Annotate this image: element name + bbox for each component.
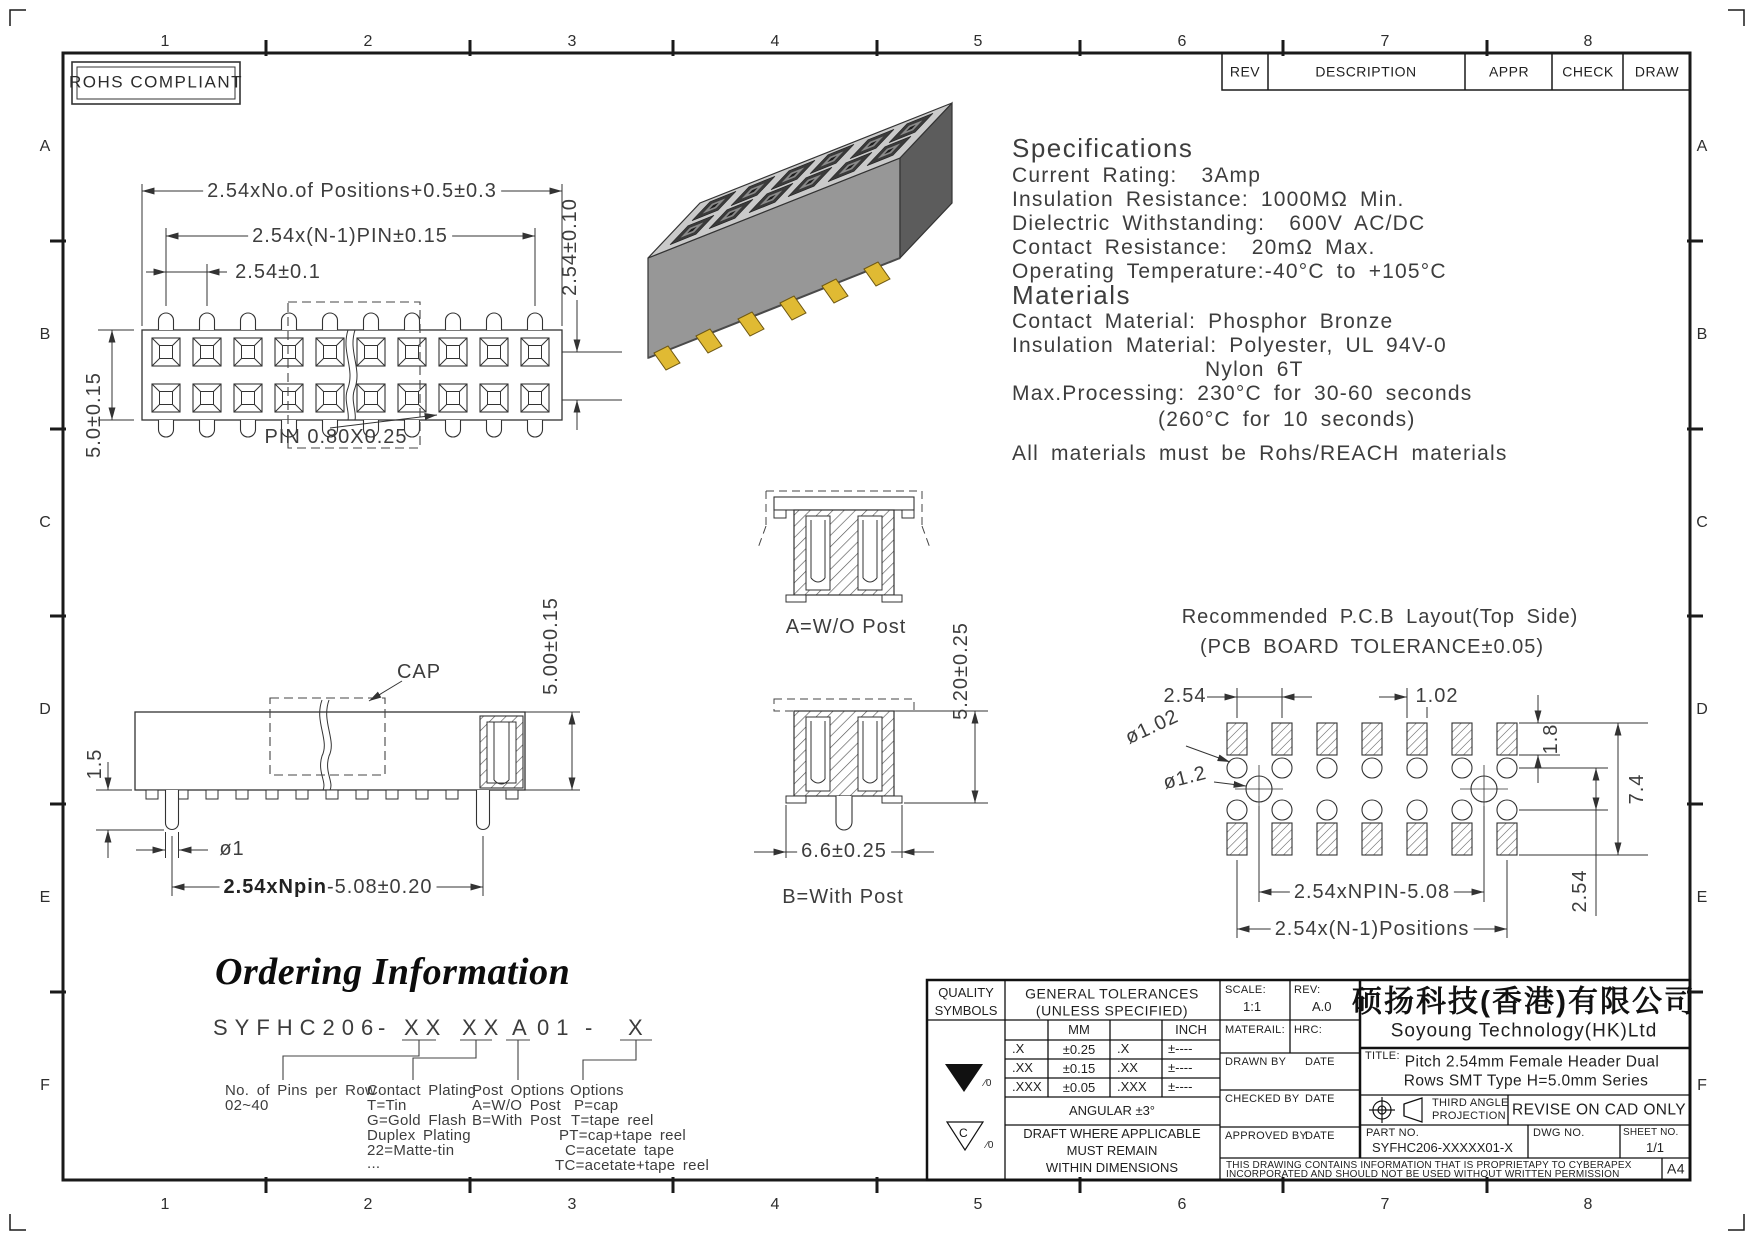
quality-symbol1-sub: ∕0 xyxy=(984,1078,992,1089)
zone-letter-left: A xyxy=(39,138,51,156)
approved-by-label: APPROVED BY xyxy=(1225,1130,1308,1142)
dim-top-height: 5.0±0.15 xyxy=(83,372,105,458)
spec-line: Contact Resistance: 20mΩ Max. xyxy=(1012,236,1376,259)
tol-cell: ±0.15 xyxy=(1062,1060,1096,1076)
zone-number-bottom: 2 xyxy=(363,1196,373,1214)
ordering-plating-title: Contact Plating xyxy=(367,1082,477,1099)
revision-table-grid xyxy=(1222,53,1690,90)
tolerances-col-mm: MM xyxy=(1068,1021,1090,1037)
quality-symbol2-sub: ∕0 xyxy=(986,1140,994,1151)
zone-number-bottom: 3 xyxy=(567,1196,577,1214)
dim-top-row-pitch: 2.54±0.10 xyxy=(559,198,581,296)
ordering-plating-option: ... xyxy=(367,1155,381,1172)
ordering-post-option: B=With Post xyxy=(472,1112,562,1129)
rohs-compliant-badge: ROHS COMPLIANT xyxy=(68,72,244,92)
ordering-pins-range: 02~40 xyxy=(225,1097,269,1114)
tol-cell: ±---- xyxy=(1168,1041,1193,1056)
tolerances-title1: GENERAL TOLERANCES xyxy=(1025,985,1199,1002)
dwg-no-label: DWG NO. xyxy=(1533,1127,1585,1139)
zone-number-bottom: 8 xyxy=(1583,1196,1593,1214)
tol-cell: ±0.25 xyxy=(1062,1041,1096,1057)
rev-table-appr: APPR xyxy=(1488,63,1530,80)
dim-top-overall: 2.54xNo.of Positions+0.5±0.3 xyxy=(203,180,501,202)
drawing-title-line1: Pitch 2.54mm Female Header Dual xyxy=(1404,1053,1660,1071)
tolerances-col-inch: INCH xyxy=(1175,1021,1207,1037)
material-line: Contact Material: Phosphor Bronze xyxy=(1012,310,1394,333)
section-b-label: B=With Post xyxy=(782,886,904,908)
quality-symbols xyxy=(945,1064,983,1150)
ordering-plating-option: T=Tin xyxy=(367,1097,407,1114)
zone-letter-right: F xyxy=(1697,1077,1707,1095)
part-no-value: SYFHC206-XXXXX01-X xyxy=(1372,1140,1513,1155)
ordering-option: TC=acetate+tape reel xyxy=(555,1157,710,1174)
ordering-code-pins: XX xyxy=(404,1015,448,1040)
zone-number-bottom: 7 xyxy=(1380,1196,1390,1214)
tol-cell: .X xyxy=(1012,1041,1025,1056)
ordering-plating-option: 22=Matte-tin xyxy=(367,1142,455,1159)
rev-table-check: CHECK xyxy=(1562,63,1614,80)
ordering-plating-option: G=Gold Flash xyxy=(367,1112,467,1129)
dim-side-span-bold: 2.54xNpin xyxy=(223,876,327,898)
zone-letter-left: E xyxy=(39,889,51,907)
side-view-drawing xyxy=(96,681,580,896)
dim-pcb-positions-span: 2.54x(N-1)Positions xyxy=(1271,918,1474,940)
dim-side-span-rest: -5.08±0.20 xyxy=(326,876,433,898)
dim-pcb-pitch: 2.54 xyxy=(1163,685,1207,707)
dim-pcb-hole-diameter: ø1.02 xyxy=(1121,705,1183,749)
svg-text:C: C xyxy=(959,1126,968,1140)
spec-line: Dielectric Withstanding: 600V AC/DC xyxy=(1012,212,1426,235)
tolerances-note1: DRAFT WHERE APPLICABLE xyxy=(1023,1125,1201,1141)
ordering-option: C=acetate tape xyxy=(565,1142,675,1159)
zone-number-top: 5 xyxy=(973,33,983,51)
title-label: TITLE: xyxy=(1365,1050,1400,1062)
zone-number-bottom: 5 xyxy=(973,1196,983,1214)
rev-table-rev: REV xyxy=(1229,63,1261,80)
material-label: MATERAIL: xyxy=(1225,1024,1285,1036)
zone-letter-right: C xyxy=(1696,514,1708,532)
projection-symbols xyxy=(1369,1097,1422,1123)
ordering-plating-option: Duplex Plating xyxy=(367,1127,471,1144)
zone-letter-right: D xyxy=(1696,701,1708,719)
ordering-pins-title: No. of Pins per Row xyxy=(225,1082,377,1099)
zone-number-bottom: 4 xyxy=(770,1196,780,1214)
scale-value: 1:1 xyxy=(1243,999,1262,1014)
drawn-date-label: DATE xyxy=(1305,1056,1335,1068)
dim-pcb-post-hole-diameter: ø1.2 xyxy=(1160,762,1210,794)
tol-cell: .X xyxy=(1117,1041,1130,1056)
zone-letter-left: B xyxy=(39,326,51,344)
part-no-label: PART NO. xyxy=(1366,1127,1420,1139)
ordering-post-title: Post Options xyxy=(472,1082,565,1099)
pin-size-callout: PIN 0.80X0.25 xyxy=(264,426,408,448)
zone-number-top: 3 xyxy=(567,33,577,51)
quality-header-line2: SYMBOLS xyxy=(934,1002,998,1018)
tol-cell: .XX xyxy=(1012,1060,1033,1075)
dim-section-width: 6.6±0.25 xyxy=(797,840,891,862)
tol-cell: ±---- xyxy=(1168,1079,1193,1094)
dim-side-span xyxy=(220,876,437,898)
materials-note: All materials must be Rohs/REACH materials xyxy=(1012,442,1508,465)
ordering-code-dash: - xyxy=(378,1015,393,1040)
rev-value: A.0 xyxy=(1312,999,1332,1014)
zone-letter-left: D xyxy=(39,701,51,719)
ordering-code-post: A xyxy=(512,1015,534,1040)
zone-letter-right: A xyxy=(1696,138,1708,156)
revise-note: REVISE ON CAD ONLY xyxy=(1511,1101,1687,1119)
drawing-title-line2: Rows SMT Type H=5.0mm Series xyxy=(1403,1072,1649,1090)
zone-number-top: 7 xyxy=(1380,33,1390,51)
company-name-en: Soyoung Technology(HK)Ltd xyxy=(1390,1020,1658,1042)
tol-cell: ±---- xyxy=(1168,1060,1193,1075)
ordering-code-dash2: - xyxy=(585,1015,600,1040)
dim-pcb-span-vertical: 7.4 xyxy=(1626,773,1648,805)
tol-cell: .XX xyxy=(1117,1060,1138,1075)
ordering-code-plating: XX xyxy=(462,1015,506,1040)
material-line: Max.Processing: 230°C for 30-60 seconds xyxy=(1012,382,1473,405)
spec-line: Insulation Resistance: 1000MΩ Min. xyxy=(1012,188,1405,211)
zone-letter-right: B xyxy=(1696,326,1708,344)
isometric-view xyxy=(648,103,952,370)
scale-label: SCALE: xyxy=(1225,984,1266,996)
section-a-label: A=W/O Post xyxy=(785,616,907,638)
zone-letter-left: F xyxy=(40,1077,50,1095)
ordering-option: PT=cap+tape reel xyxy=(559,1127,687,1144)
tolerances-title2: (UNLESS SPECIFIED) xyxy=(1035,1002,1189,1019)
sheet-no-value: 1/1 xyxy=(1645,1139,1665,1155)
rev-table-draw: DRAW xyxy=(1634,63,1680,80)
zone-number-top: 1 xyxy=(160,33,170,51)
tol-cell: .XXX xyxy=(1012,1079,1042,1094)
material-line: (260°C for 10 seconds) xyxy=(1158,408,1416,431)
tolerances-note2: MUST REMAIN xyxy=(1066,1142,1158,1158)
dim-side-pin-diameter: ø1 xyxy=(219,838,245,860)
ordering-leader-lines xyxy=(283,1040,652,1080)
tolerances-note3: WITHIN DIMENSIONS xyxy=(1045,1159,1179,1175)
pcb-layout-subtitle: (PCB BOARD TOLERANCE±0.05) xyxy=(1199,636,1545,658)
quality-header-line1: QUALITY xyxy=(938,984,994,1000)
sheet-no-label: SHEET NO. xyxy=(1623,1127,1679,1138)
dim-section-height: 5.20±0.25 xyxy=(950,622,972,720)
ordering-options-title: Options xyxy=(570,1082,624,1099)
zone-number-top: 4 xyxy=(770,33,780,51)
material-line: Nylon 6T xyxy=(1205,358,1304,381)
approved-date-label: DATE xyxy=(1305,1130,1335,1142)
dim-pcb-pad-width: 1.02 xyxy=(1412,685,1463,707)
section-b-drawing xyxy=(754,699,988,858)
rev-table-description: DESCRIPTION xyxy=(1315,63,1417,80)
pcb-layout-title: Recommended P.C.B Layout(Top Side) xyxy=(1181,606,1579,628)
dim-top-pins: 2.54x(N-1)PIN±0.15 xyxy=(248,225,452,247)
projection-label-line1: THIRD ANGLE xyxy=(1432,1097,1509,1109)
dim-side-pin-length: 1.5 xyxy=(84,748,106,780)
ordering-option: P=cap xyxy=(574,1097,619,1114)
ordering-post-option: A=W/O Post xyxy=(472,1097,561,1114)
spec-line: Current Rating: 3Amp xyxy=(1012,164,1262,187)
section-a-drawing xyxy=(758,491,930,602)
hrc-label: HRC: xyxy=(1294,1024,1323,1036)
ordering-code-series: SYFHC206 xyxy=(213,1015,381,1040)
zone-number-top: 6 xyxy=(1177,33,1187,51)
dim-pcb-pad-height: 1.8 xyxy=(1540,723,1562,755)
disclaimer-line2: INCORPORATED AND SHOULD NOT BE USED WITHOUT WRITTEN PERMISSION xyxy=(1226,1169,1620,1180)
paper-size: A4 xyxy=(1666,1160,1686,1177)
company-name-cn: 硕扬科技(香港)有限公司 xyxy=(1352,985,1696,1019)
materials-title: Materials xyxy=(1012,280,1131,310)
ordering-title: Ordering Information xyxy=(215,951,571,993)
zone-letter-right: E xyxy=(1696,889,1708,907)
top-view-drawing xyxy=(98,184,622,448)
tol-cell: .XXX xyxy=(1117,1079,1147,1094)
tol-cell: ±0.05 xyxy=(1062,1079,1096,1095)
cap-label: CAP xyxy=(396,661,442,683)
zone-number-bottom: 1 xyxy=(160,1196,170,1214)
dim-pcb-posts-span: 2.54xNPIN-5.08 xyxy=(1290,881,1454,903)
zone-number-top: 2 xyxy=(363,33,373,51)
checked-date-label: DATE xyxy=(1305,1093,1335,1105)
ordering-code-option: X xyxy=(628,1015,650,1040)
rev-label: REV: xyxy=(1294,984,1321,996)
spec-line: Operating Temperature:-40°C to +105°C xyxy=(1012,260,1447,283)
dim-side-height: 5.00±0.15 xyxy=(540,597,562,695)
drawn-by-label: DRAWN BY xyxy=(1225,1056,1287,1068)
disclaimer-line1: THIS DRAWING CONTAINS INFORMATION THAT IS PROPRIETAPY TO CYBERAPEX xyxy=(1226,1160,1632,1171)
zone-number-top: 8 xyxy=(1583,33,1593,51)
zone-letter-left: C xyxy=(39,514,51,532)
material-line: Insulation Material: Polyester, UL 94V-0 xyxy=(1012,334,1447,357)
dim-top-pitch: 2.54±0.1 xyxy=(235,261,321,283)
ordering-option: T=tape reel xyxy=(571,1112,654,1129)
dim-pcb-row-pitch: 2.54 xyxy=(1569,869,1591,913)
projection-label-line2: PROJECTION xyxy=(1432,1110,1506,1122)
ordering-code-height: 01 xyxy=(537,1015,576,1040)
specs-title: Specifications xyxy=(1012,133,1194,163)
checked-by-label: CHECKED BY xyxy=(1225,1093,1300,1105)
zone-number-bottom: 6 xyxy=(1177,1196,1187,1214)
tolerances-angular: ANGULAR ±3° xyxy=(1068,1102,1156,1118)
